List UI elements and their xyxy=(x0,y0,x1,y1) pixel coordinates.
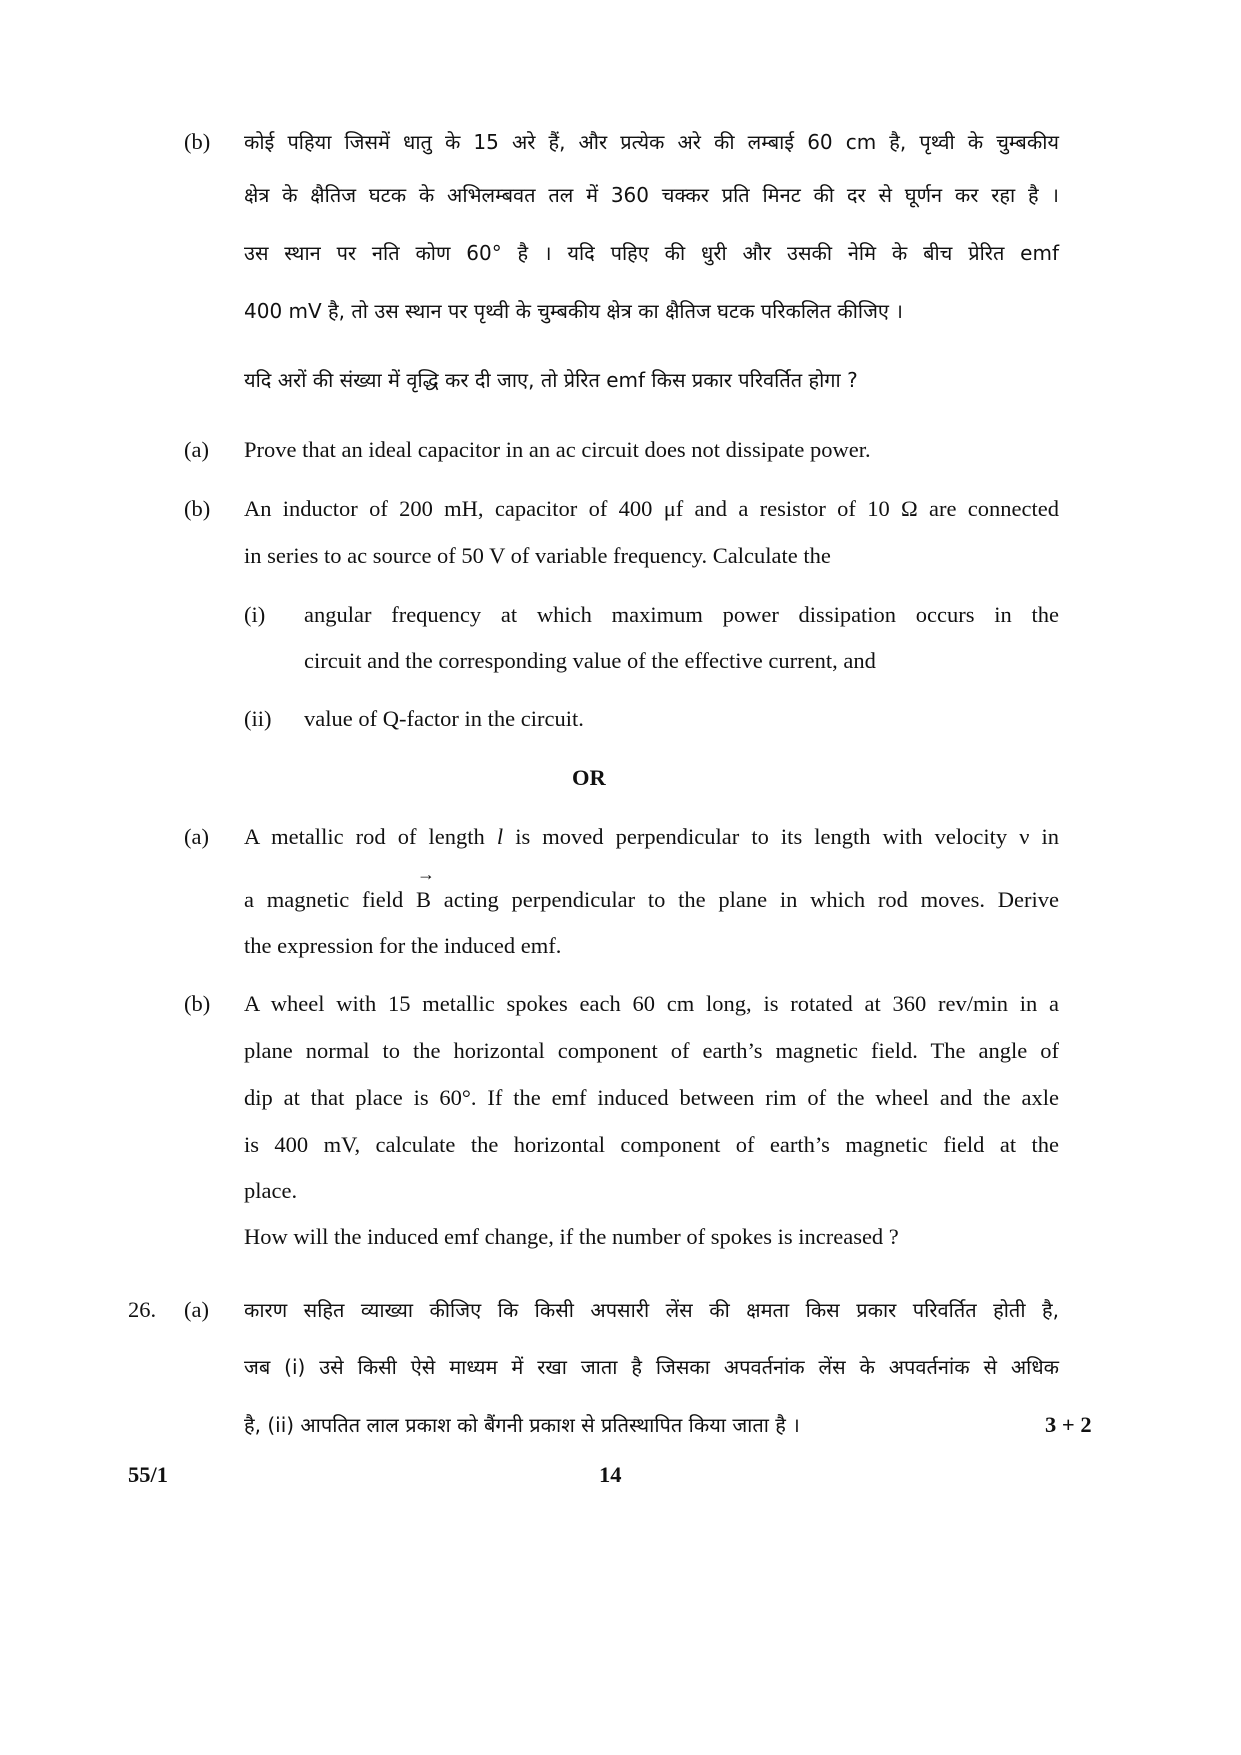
hindi-b-label: (b) xyxy=(184,129,211,154)
hindi-b-line-1: कोई पहिया जिसमें धातु के 15 अरे हैं, और प्रत्येक अरे की लम्बाई 60 cm है, पृथ्वी के चुम्बकीय xyxy=(244,130,1059,154)
english-a-label: (a) xyxy=(184,437,209,462)
or-b-line-4: is 400 mV, calculate the horizontal component of earth’s magnetic field at the xyxy=(244,1132,1059,1157)
sub-i-line-2: circuit and the corresponding value of the effective current, and xyxy=(304,648,876,673)
or-a-line-1-pre: A metallic rod of length xyxy=(244,824,497,849)
vector-b-letter: B xyxy=(415,887,431,912)
or-b-line-3: dip at that place is 60°. If the emf induced between rim of the wheel and the axle xyxy=(244,1085,1059,1110)
english-b-line-1: An inductor of 200 mH, capacitor of 400 μf and a resistor of 10 Ω are connected xyxy=(244,496,1059,521)
question-26-line-2: जब (i) उसे किसी ऐसे माध्यम में रखा जाता है जिसका अपवर्तनांक लेंस के अपवर्तनांक से अधिक xyxy=(244,1355,1059,1379)
english-a-text: Prove that an ideal capacitor in an ac circuit does not dissipate power. xyxy=(244,437,871,462)
sub-ii-text: value of Q-factor in the circuit. xyxy=(304,706,584,731)
or-b-line-2: plane normal to the horizontal component of earth’s magnetic field. The angle of xyxy=(244,1038,1059,1063)
vector-arrow: → xyxy=(416,864,435,884)
question-26-marks: 3 + 2 xyxy=(1045,1412,1092,1437)
or-a-label: (a) xyxy=(184,824,209,849)
vector-b xyxy=(415,864,435,915)
or-a-line-2 xyxy=(244,864,1059,915)
or-a-line-3: the expression for the induced emf. xyxy=(244,933,562,958)
question-26-number: 26. xyxy=(128,1297,157,1322)
page-number: 14 xyxy=(599,1462,622,1487)
hindi-b-question: यदि अरों की संख्या में वृद्धि कर दी जाए, तो प्रेरित emf किस प्रकार परिवर्तित होगा ? xyxy=(244,368,858,392)
or-b-line-5: place. xyxy=(244,1178,298,1203)
question-26-line-3: है, (ii) आपतित लाल प्रकाश को बैंगनी प्रकाश से प्रतिस्थापित किया जाता है । xyxy=(244,1413,800,1437)
sub-ii-label: (ii) xyxy=(244,706,272,731)
english-b-label: (b) xyxy=(184,496,211,521)
hindi-b-line-2: क्षेत्र के क्षैतिज घटक के अभिलम्बवत तल में 360 चक्कर प्रति मिनट की दर से घूर्णन कर रहा है । xyxy=(244,183,1059,207)
or-a-line-1-post: is moved perpendicular to its length with velocity ν in xyxy=(503,824,1059,849)
or-heading: OR xyxy=(572,765,606,790)
sub-i-label: (i) xyxy=(244,602,266,627)
english-b-line-2: in series to ac source of 50 V of variable frequency. Calculate the xyxy=(244,543,831,568)
or-b-label: (b) xyxy=(184,991,211,1016)
or-b-line-1: A wheel with 15 metallic spokes each 60 cm long, is rotated at 360 rev/min in a xyxy=(244,991,1059,1016)
paper-code: 55/1 xyxy=(128,1462,169,1487)
or-a-line-2-post: acting perpendicular to the plane in which rod moves. Derive xyxy=(430,887,1059,912)
hindi-b-line-4: 400 mV है, तो उस स्थान पर पृथ्वी के चुम्बकीय क्षेत्र का क्षैतिज घटक परिकलित कीजिए । xyxy=(244,299,903,323)
or-a-line-2-pre: a magnetic field xyxy=(244,887,416,912)
question-26-a-label: (a) xyxy=(184,1297,209,1322)
length-variable: l xyxy=(496,824,504,849)
sub-i-line-1: angular frequency at which maximum power dissipation occurs in the xyxy=(304,602,1059,627)
or-a-line-1 xyxy=(244,822,1059,852)
question-26-line-1: कारण सहित व्याख्या कीजिए कि किसी अपसारी लेंस की क्षमता किस प्रकार परिवर्तित होती है, xyxy=(244,1298,1059,1322)
or-b-question: How will the induced emf change, if the number of spokes is increased ? xyxy=(244,1224,899,1249)
hindi-b-line-3: उस स्थान पर नति कोण 60° है । यदि पहिए की धुरी और उसकी नेमि के बीच प्रेरित emf xyxy=(244,241,1059,265)
